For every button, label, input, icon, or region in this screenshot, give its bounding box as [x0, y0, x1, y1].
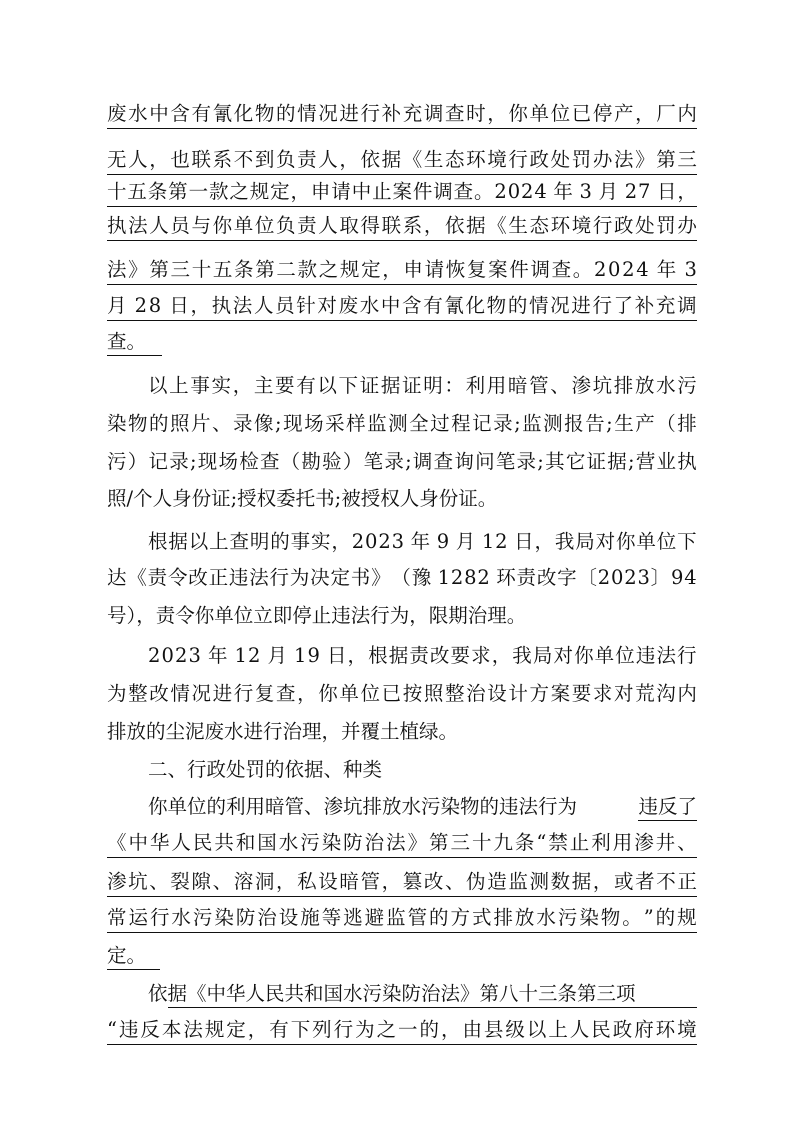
paragraph-first-line: 以 上 事 实 ， 主 要 有 以 下 证 据 证 明 ： 利 用 暗 管 、 渗 坑 排 放 水 污	[148, 374, 697, 397]
text-line: 排放的尘泥废水进行治理，并覆土植绿。	[107, 720, 459, 743]
text-line: 照/个人身份证;授权委托书;被授权人身份证。	[107, 487, 498, 510]
text-line: 号），责令你单位立即停止违法行为，限期治理。	[107, 604, 527, 627]
text-line: 渗 坑 、 裂 隙 、 溶 洞 ， 私 设 暗 管 ， 篡 改 、 伪 造 监 测 数 据 ， 或 者 不 正	[107, 868, 697, 897]
paragraph-first-line: 根 据 以 上 查 明 的 事 实 ， 2 0 2 3 年 9 月 1 2 日 ， 我 局 对 你 单 位 下	[148, 530, 697, 553]
text-line: 月 2 8 日 ， 执 法 人 员 针 对 废 水 中 含 有 氰 化 物 的 情 况 进 行 了 补 充 调	[107, 292, 697, 321]
text-line: “ 违 反 本 法 规 定 ， 有 下 列 行 为 之 一 的 ， 由 县 级 以 上 人 民 政 府 环 境	[107, 1016, 697, 1045]
text-line: 定。	[107, 942, 697, 970]
text-line: 达 《 责 令 改 正 违 法 行 为 决 定 书 》 （ 豫 1 2 8 2 环 责 改 字 〔 2 0 2 3 〕 9 4	[107, 566, 697, 589]
text-line: 废 水 中 含 有 氰 化 物 的 情 况 进 行 补 充 调 查 时 ， 你 单 位 已 停 产 ， 厂 内	[107, 100, 697, 129]
text-line: 无 人 ， 也 联 系 不 到 负 责 人 ， 依 据 《 生 态 环 境 行 政 处 罚 办 法 》 第 三	[107, 146, 697, 175]
text-line: 常 运 行 水 污 染 防 治 设 施 等 逃 避 监 管 的 方 式 排 放 水 污 染 物 。 ” 的 规	[107, 904, 697, 933]
text-line: 染 物 的 照 片 、 录 像 ; 现 场 采 样 监 测 全 过 程 记 录 ; 监 测 报 告 ; 生 产 （ 排	[107, 412, 697, 435]
text-line: 污 ） 记 录 ; 现 场 检 查 （ 勘 验 ） 笔 录 ; 调 查 询 问 笔 录 ; 其 它 证 据 ; 营 业 执	[107, 450, 697, 473]
text-line: 为 整 改 情 况 进 行 复 查 ， 你 单 位 已 按 照 整 治 设 计 方 案 要 求 对 荒 沟 内	[107, 682, 697, 705]
paragraph-first-line: 你单位的利用暗管、渗坑排放水污染物的违法行为 违反了	[148, 793, 697, 821]
text-line: 法 》 第 三 十 五 条 第 二 款 之 规 定 ， 申 请 恢 复 案 件 调 查 。 2 0 2 4 年 3	[107, 256, 697, 285]
text-line: 十 五 条 第 一 款 之 规 定 ， 申 请 中 止 案 件 调 查 。 2 0 2 4 年 3 月 2 7 日 ，	[107, 178, 697, 207]
text-line: 查。	[107, 328, 697, 356]
paragraph-first-line: 依 据《中华人民共和国水污染防治法》第八十三条第三项	[148, 980, 697, 1008]
text-line: 执 法 人 员 与 你 单 位 负 责 人 取 得 联 系 ， 依 据 《 生 态 环 境 行 政 处 罚 办	[107, 212, 697, 241]
section-heading: 二、行政处罚的依据、种类	[148, 758, 383, 781]
text-line: 《 中 华 人 民 共 和 国 水 污 染 防 治 法 》 第 三 十 九 条 “ 禁 止 利 用 渗 井 、	[107, 829, 697, 858]
paragraph-first-line: 2 0 2 3 年 1 2 月 1 9 日 ， 根 据 责 改 要 求 ， 我 局 对 你 单 位 违 法 行	[148, 644, 697, 667]
